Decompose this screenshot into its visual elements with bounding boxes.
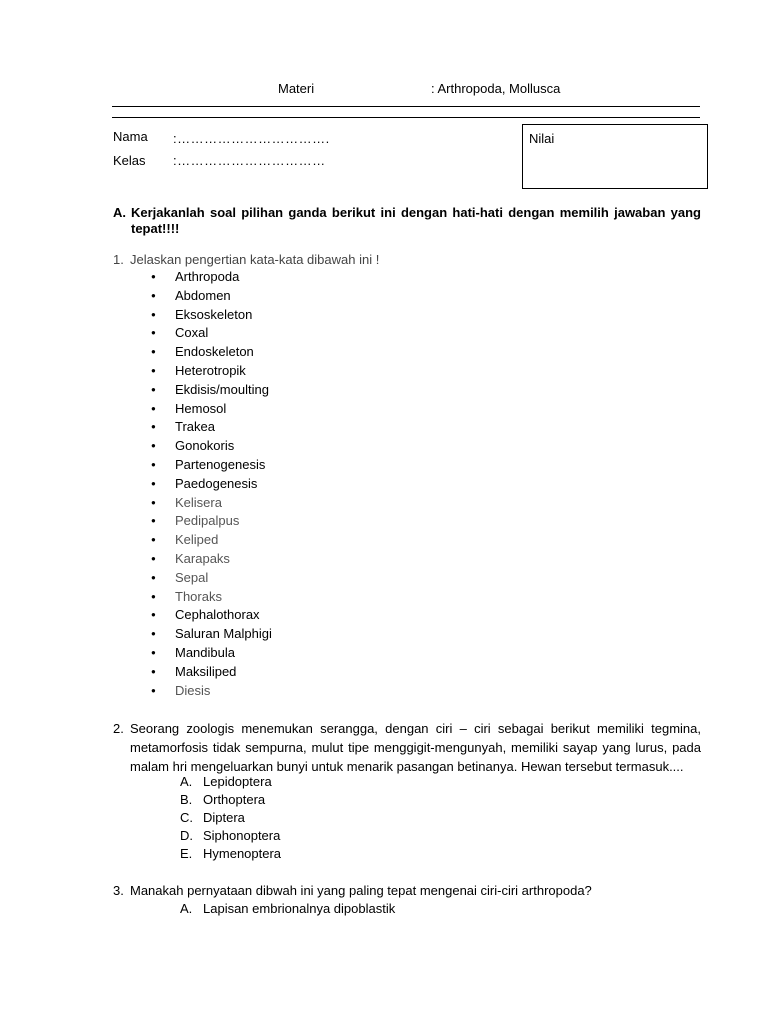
term-item: ● Kelisera <box>150 494 272 513</box>
option-letter: A. <box>180 774 193 789</box>
question-3-number: 3. <box>113 883 124 898</box>
materi-value: : Arthropoda, Mollusca <box>431 81 561 96</box>
term-item: ● Gonokoris <box>150 437 272 456</box>
nama-field[interactable]: :……………………………. <box>173 131 330 146</box>
option-a[interactable] <box>180 900 395 918</box>
option-text: Diptera <box>203 810 245 825</box>
section-a-text: Kerjakanlah soal pilihan ganda berikut ini dengan hati-hati dengan memilih jawaban yang tepat!!!! <box>131 205 701 236</box>
section-a-instruction <box>113 205 701 237</box>
option-text: Orthoptera <box>203 792 266 807</box>
term-item: ● Arthropoda <box>150 268 272 287</box>
term-item: ● Ekdisis/moulting <box>150 381 272 400</box>
section-a-number: A. <box>113 205 126 220</box>
question-2 <box>113 719 701 776</box>
option-letter: A. <box>180 901 193 916</box>
term-item: ● Mandibula <box>150 644 272 663</box>
term-item: ● Karapaks <box>150 550 272 569</box>
term-item: ● Sepal <box>150 569 272 588</box>
term-item: ● Cephalothorax <box>150 606 272 625</box>
option-letter: E. <box>180 846 193 861</box>
nilai-box[interactable] <box>522 124 708 189</box>
question-3 <box>113 881 701 900</box>
question-1 <box>113 250 701 269</box>
option-letter: B. <box>180 792 193 807</box>
question-1-text: Jelaskan pengertian kata-kata dibawah ini ! <box>130 252 380 267</box>
option-b[interactable] <box>180 791 281 809</box>
term-item: ● Keliped <box>150 531 272 550</box>
term-item: ● Hemosol <box>150 400 272 419</box>
term-item: ● Pedipalpus <box>150 512 272 531</box>
option-letter: D. <box>180 828 193 843</box>
nilai-label: Nilai <box>529 131 555 146</box>
term-item: ● Heterotropik <box>150 362 272 381</box>
term-item: ● Thoraks <box>150 588 272 607</box>
materi-label: Materi <box>278 81 315 96</box>
term-item: ● Abdomen <box>150 287 272 306</box>
option-d[interactable] <box>180 827 281 845</box>
header-rule-top <box>112 106 700 107</box>
question-3-options <box>180 900 395 918</box>
term-item: ● Eksoskeleton <box>150 306 272 325</box>
question-2-number: 2. <box>113 721 124 736</box>
header-rule-bottom <box>112 117 700 118</box>
term-item: ● Paedogenesis <box>150 475 272 494</box>
option-a[interactable] <box>180 773 281 791</box>
question-2-text: Seorang zoologis menemukan serangga, dengan ciri – ciri sebagai berikut memiliki tegmina, metamorfosis tidak sempurna, mulut tipe menggigit-mengunyah, memiliki sayap yang lurus, pada malam hri mengeluarkan bunyi untuk menarik pasangan betinanya. Hewan tersebut termasuk.... <box>130 721 701 774</box>
option-letter: C. <box>180 810 193 825</box>
option-c[interactable] <box>180 809 281 827</box>
question-2-options <box>180 773 281 863</box>
kelas-label: Kelas <box>113 153 146 168</box>
term-item: ● Maksiliped <box>150 663 272 682</box>
question-1-term-list <box>150 268 272 700</box>
option-e[interactable] <box>180 845 281 863</box>
question-3-text: Manakah pernyataan dibwah ini yang paling tepat mengenai ciri-ciri arthropoda? <box>130 883 592 898</box>
option-text: Siphonoptera <box>203 828 281 843</box>
option-text: Lapisan embrionalnya dipoblastik <box>203 901 396 916</box>
term-item: ● Partenogenesis <box>150 456 272 475</box>
kelas-field[interactable]: :…………………………… <box>173 153 326 168</box>
term-item: ● Trakea <box>150 418 272 437</box>
option-text: Hymenoptera <box>203 846 282 861</box>
question-1-number: 1. <box>113 252 124 267</box>
nama-label: Nama <box>113 129 148 144</box>
term-item: ● Saluran Malphigi <box>150 625 272 644</box>
term-item: ● Endoskeleton <box>150 343 272 362</box>
term-item: ● Diesis <box>150 682 272 701</box>
option-text: Lepidoptera <box>203 774 272 789</box>
term-item: ● Coxal <box>150 324 272 343</box>
